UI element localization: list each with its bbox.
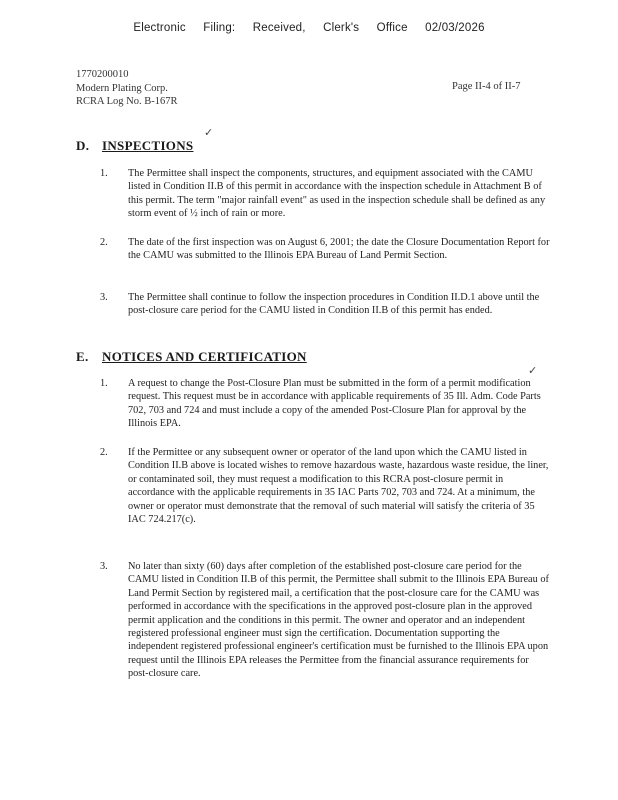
item-number: 3.: [100, 561, 108, 572]
company-name: Modern Plating Corp.: [76, 82, 168, 94]
filing-label-filing: Filing:: [203, 22, 236, 34]
item-number: 3.: [100, 292, 108, 303]
filing-label-received: Received,: [252, 22, 306, 34]
section-e-item-2: [100, 446, 550, 526]
section-e-letter: E.: [76, 349, 89, 364]
item-text: The Permittee shall continue to follow the inspection procedures in Condition II.D.1 above until the post-closure care period for the CAMU listed in Condition II.B of this permit has ended.: [128, 292, 540, 317]
section-e-heading: [76, 349, 307, 365]
item-number: 1.: [100, 168, 108, 179]
item-number: 2.: [100, 447, 108, 458]
item-text: A request to change the Post-Closure Plan must be submitted in the form of a permit modification request. This request must be in accordance with applicable requirements of 35 Ill. Adm. Code Parts 702, 703 and 724 and must include a copy of the amended Post-Closure Plan for approval by the Illinois EPA.: [128, 378, 541, 430]
document-header: [76, 68, 178, 109]
section-e-item-3: [100, 560, 550, 681]
facility-id: 1770200010: [76, 69, 129, 80]
page-number: Page II-4 of II-7: [452, 81, 521, 92]
section-d-letter: D.: [76, 138, 90, 153]
section-d-heading: [76, 138, 193, 154]
item-number: 1.: [100, 378, 108, 389]
filing-label-electronic: Electronic: [133, 22, 186, 34]
section-e-item-1: [100, 377, 550, 431]
section-d-item-2: [100, 236, 550, 263]
filing-date: 02/03/2026: [425, 22, 485, 34]
item-number: 2.: [100, 237, 108, 248]
check-mark-icon: ✓: [528, 364, 538, 377]
item-text: The date of the first inspection was on August 6, 2001; the date the Closure Documentation Report for the CAMU was submitted to the Illinois EPA Bureau of Land Permit Section.: [128, 237, 550, 262]
section-d-title: INSPECTIONS: [102, 138, 194, 153]
item-text: The Permittee shall inspect the components, structures, and equipment associated with the CAMU listed in Condition II.B of this permit in accordance with the inspection schedule in Attachment B of this permit. The term "major rainfall event" as used in the inspection schedule shall be defined as any storm event of ½ inch of rain or more.: [128, 168, 546, 220]
filing-label-clerks: Clerk's: [323, 22, 360, 34]
section-d-item-3: [100, 291, 550, 318]
section-d-item-1: [100, 167, 550, 221]
electronic-filing-stamp: [0, 22, 618, 34]
check-mark-icon: ✓: [204, 126, 214, 139]
item-text: If the Permittee or any subsequent owner or operator of the land upon which the CAMU listed in Condition II.B above is located wishes to remove hazardous waste, hazardous waste residue, the liner, or contaminated soil, they must request a modification to this RCRA post-closure permit in accordance with the applicable requirements in 35 IAC Parts 702, 703 and 724. At a minimum, the owner or operator must demonstrate that the removal of such material will satisfy the criteria of 35 IAC 724.217(c).: [128, 447, 549, 526]
rcra-log-number: RCRA Log No. B-167R: [76, 96, 178, 107]
section-e-title: NOTICES AND CERTIFICATION: [102, 349, 307, 364]
item-text: No later than sixty (60) days after completion of the established post-closure care period for the CAMU listed in Condition II.B of this permit, the Permittee shall submit to the Illinois EPA Bureau of Land Permit Section by registered mail, a certification that the post-closure care for the CAMU was performed in accordance with the specifications in the approved post-closure plan in the approved permit application and the conditions in this permit. The owner and operator and an independent registered professional engineer must sign the certification. Documentation supporting the independent registered professional engineer's certification must be furnished to the Illinois EPA upon request until the Illinois EPA releases the Permittee from the financial assurance requirements for post-closure care.: [128, 561, 549, 680]
filing-label-office: Office: [376, 22, 408, 34]
